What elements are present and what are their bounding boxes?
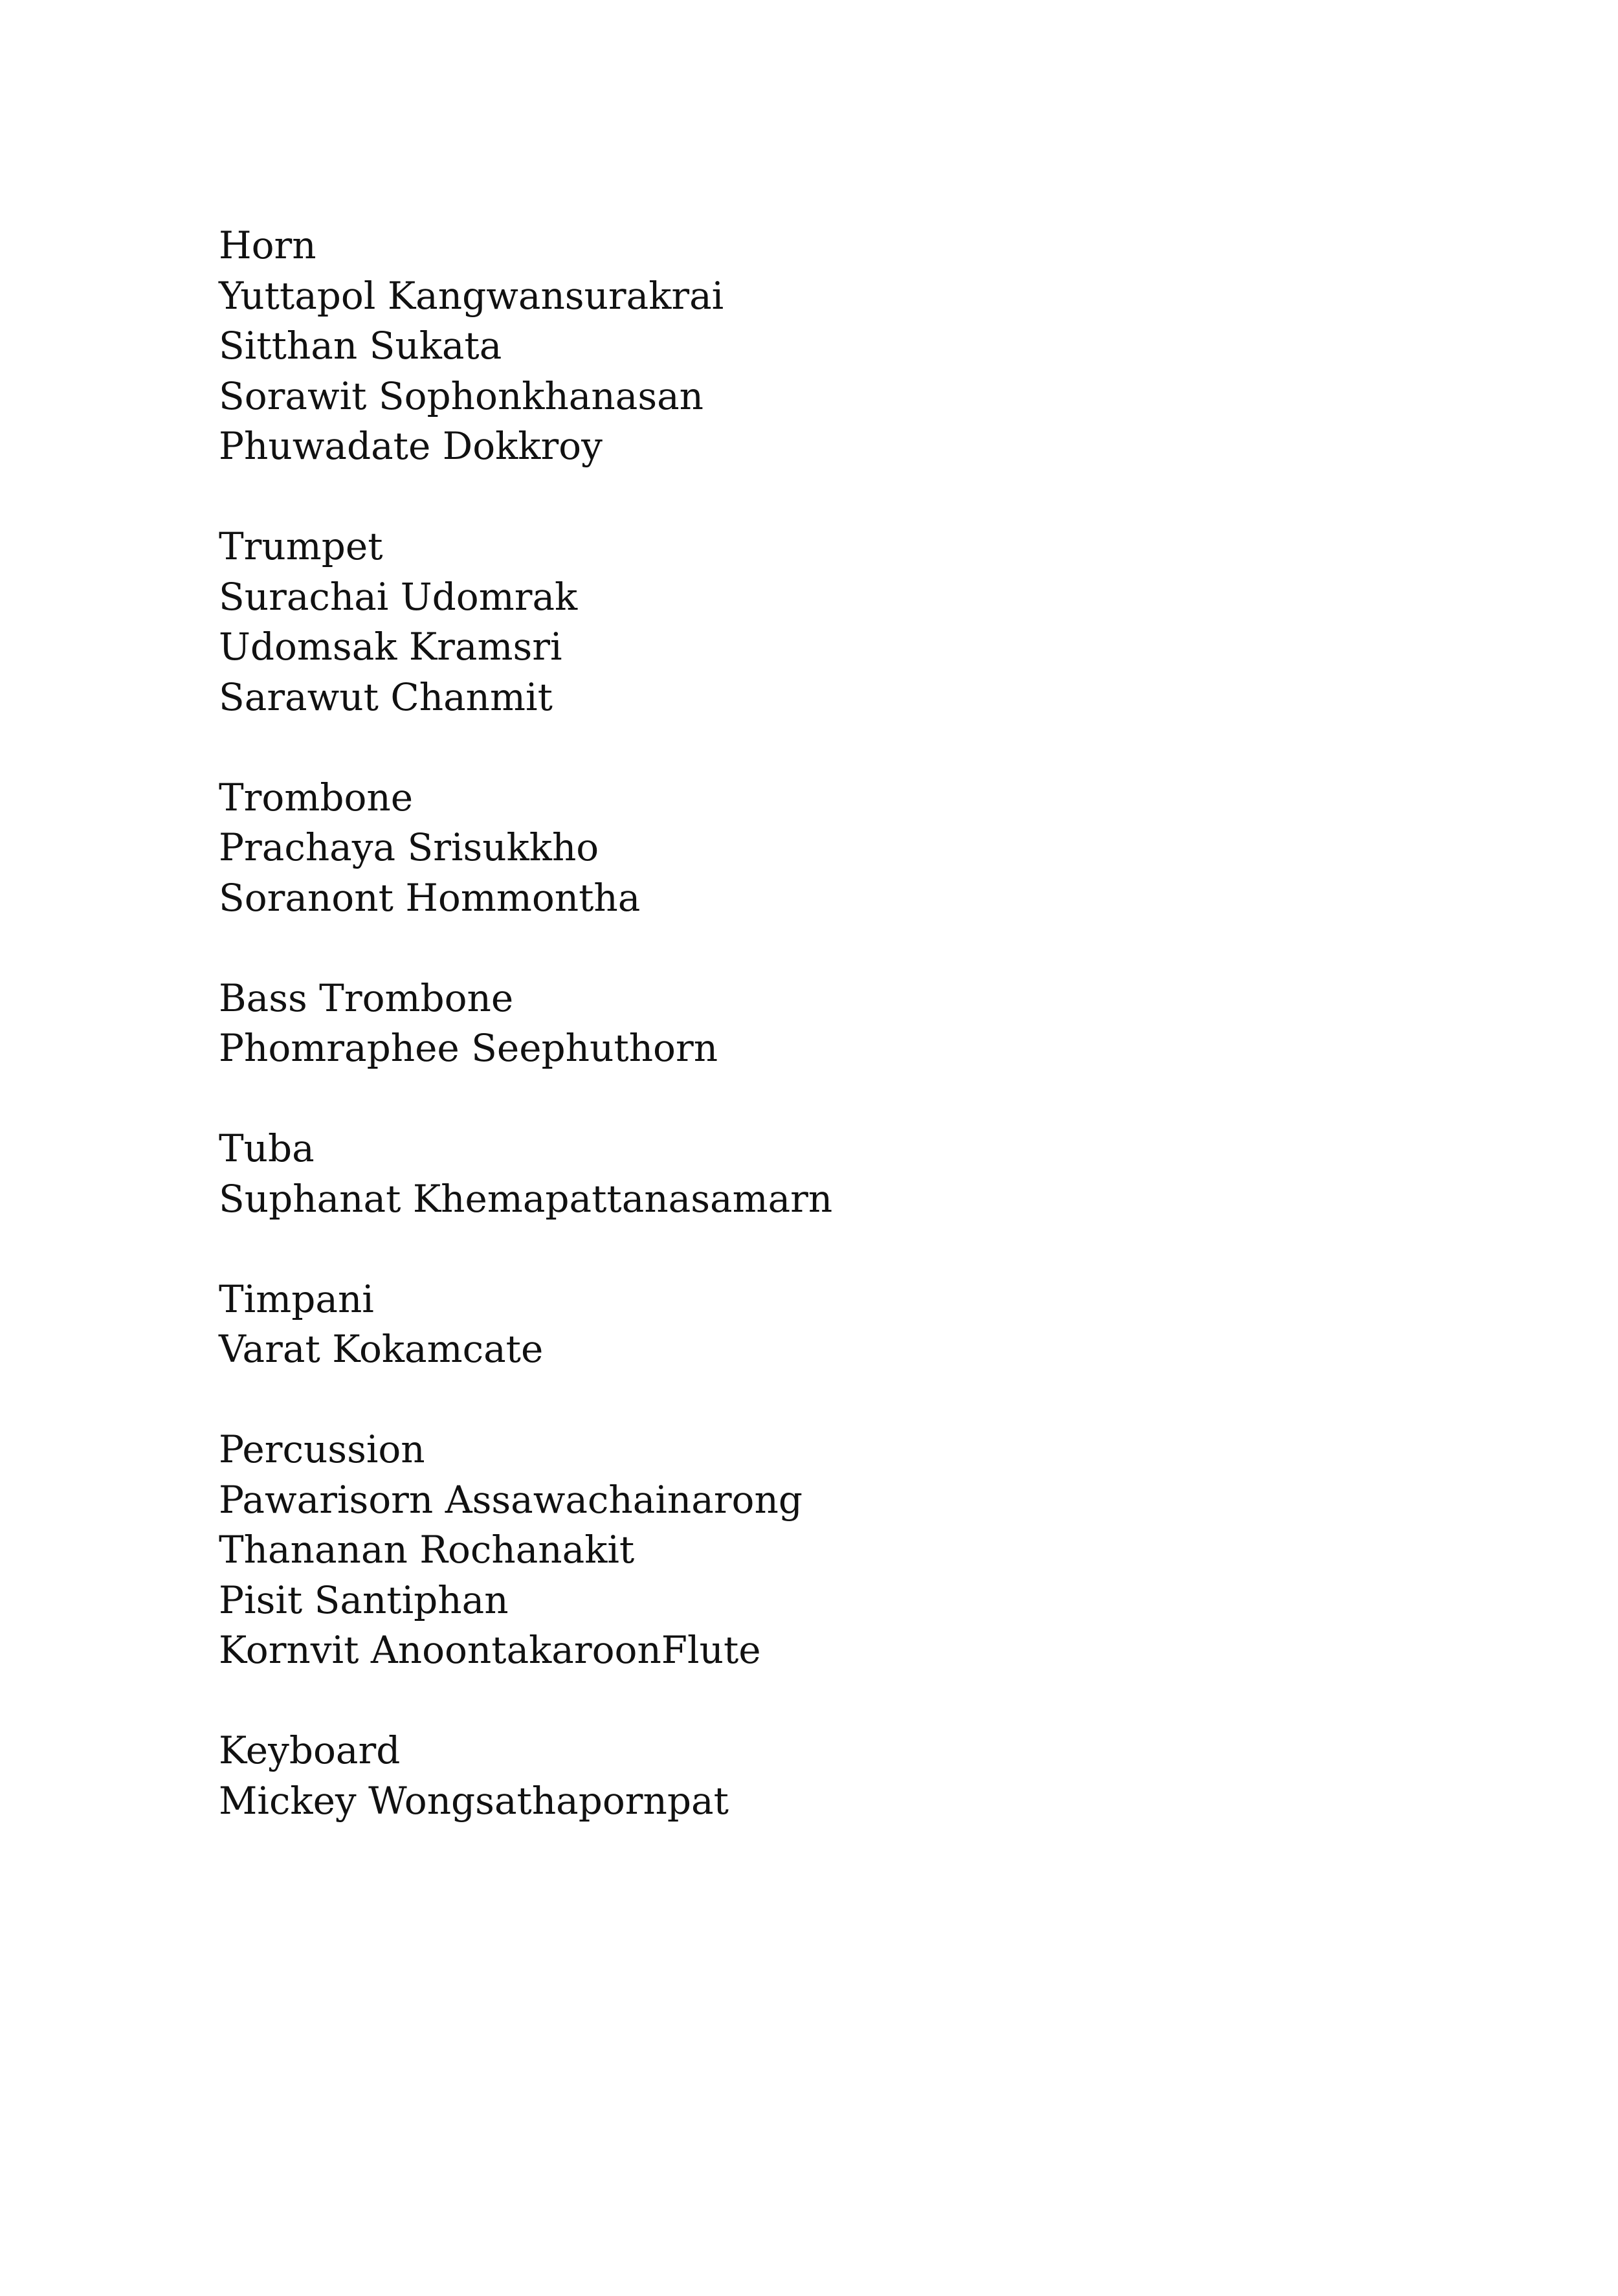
player-name: Phomraphee Seephuthorn [219, 1026, 718, 1070]
instrument-heading: Percussion [219, 1427, 425, 1471]
instrument-heading: Trumpet [219, 524, 383, 568]
section-timpani [219, 1275, 832, 1375]
section-trumpet [219, 522, 832, 722]
player-name: Pawarisorn Assawachainarong [219, 1477, 803, 1522]
player-name: Yuttapol Kangwansurakrai [219, 273, 724, 318]
player-name: Suphanat Khemapattanasamarn [219, 1176, 833, 1221]
roster-list [219, 221, 832, 1826]
player-name: Kornvit AnoontakaroonFlute [219, 1628, 761, 1672]
player-name: Thananan Rochanakit [219, 1528, 635, 1572]
player-name: Udomsak Kramsri [219, 625, 562, 669]
section-tuba [219, 1124, 832, 1224]
instrument-heading: Bass Trombone [219, 975, 514, 1020]
player-name: Prachaya Srisukkho [219, 825, 599, 869]
section-keyboard [219, 1726, 832, 1826]
instrument-heading: Horn [219, 223, 316, 267]
instrument-heading: Tuba [219, 1126, 315, 1170]
player-name: Varat Kokamcate [219, 1327, 544, 1371]
instrument-heading: Trombone [219, 775, 414, 819]
player-name: Sorawit Sophonkhanasan [219, 373, 704, 418]
section-horn [219, 221, 832, 472]
instrument-heading: Timpani [219, 1276, 374, 1321]
player-name: Phuwadate Dokkroy [219, 424, 603, 468]
instrument-heading: Keyboard [219, 1728, 401, 1772]
section-percussion [219, 1425, 832, 1676]
section-bass-trombone [219, 974, 832, 1074]
player-name: Mickey Wongsathapornpat [219, 1778, 729, 1823]
player-name: Sitthan Sukata [219, 324, 502, 368]
player-name: Sarawut Chanmit [219, 674, 553, 719]
player-name: Pisit Santiphan [219, 1577, 509, 1622]
player-name: Surachai Udomrak [219, 574, 578, 619]
section-trombone [219, 773, 832, 924]
player-name: Soranont Hommontha [219, 875, 641, 920]
